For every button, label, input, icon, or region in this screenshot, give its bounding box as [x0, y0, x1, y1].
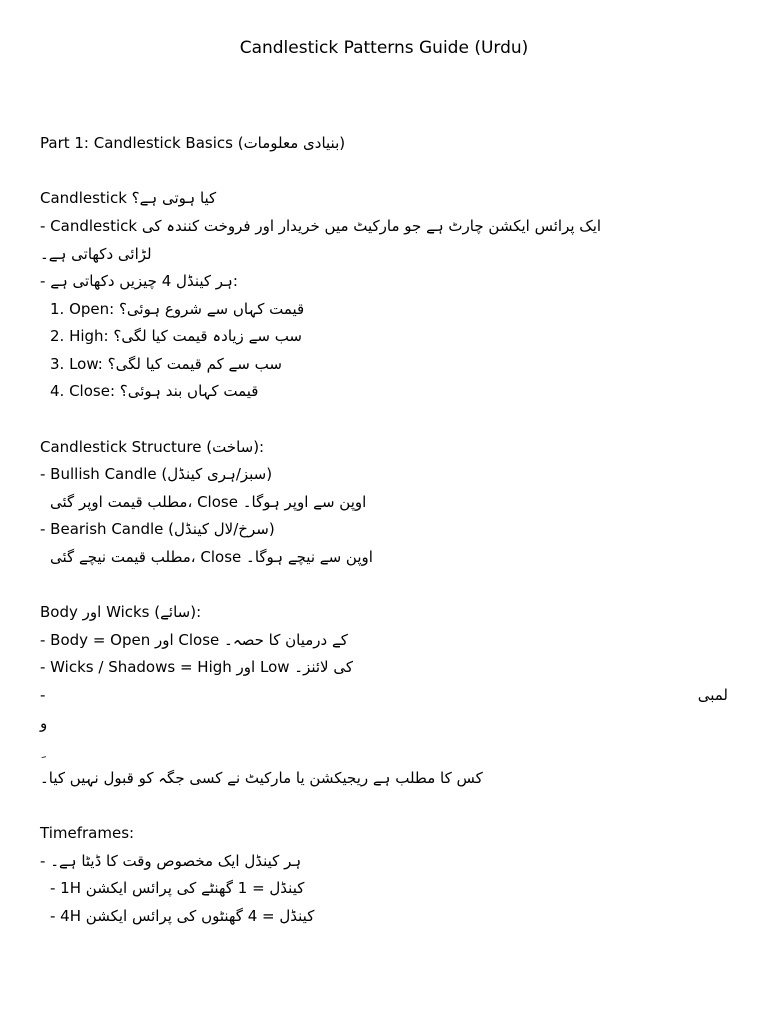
dash-text: - — [40, 686, 46, 704]
list-intro: - ہر کینڈل 4 چیزیں دکھاتی ہے: — [40, 272, 238, 290]
body-definition: - Body = Open اور Close کے درمیان کا حصہ۔ — [40, 631, 348, 649]
rejection-explanation: کس کا مطلب ہے ریجیکشن یا مارکیٹ نے کسی جگہ کو قبول نہیں کیا۔ — [40, 769, 483, 787]
timeframe-4h: - 4H کینڈل = 4 گھنٹوں کی پرائس ایکشن — [50, 907, 315, 925]
question-what-is-candlestick: Candlestick کیا ہوتی ہے؟ — [40, 189, 217, 207]
list-item-high: 2. High: سب سے زیادہ قیمت کیا لگی؟ — [50, 327, 302, 345]
list-item-close: 4. Close: قیمت کہاں بند ہوئی؟ — [50, 382, 259, 400]
timeframe-intro: - ہر کینڈل ایک مخصوص وقت کا ڈیٹا ہے۔ — [40, 852, 302, 870]
bearish-candle-item: - Bearish Candle (سرخ/لال کینڈل) — [40, 520, 275, 538]
paragraph-line: لڑائی دکھاتی ہے۔ — [40, 245, 152, 263]
list-item-low: 3. Low: سب سے کم قیمت کیا لگی؟ — [50, 355, 282, 373]
section-heading-timeframes: Timeframes: — [40, 824, 135, 842]
section-heading-structure: Candlestick Structure (ساخت): — [40, 438, 265, 456]
bullish-candle-item: - Bullish Candle (سبز/ہری کینڈل) — [40, 465, 273, 483]
section-heading-basics: Part 1: Candlestick Basics (بنیادی معلومات) — [40, 134, 346, 152]
word-fragment: لمبی — [697, 686, 728, 704]
wicks-definition: - Wicks / Shadows = High اور Low کی لائنز۔ — [40, 658, 354, 676]
timeframe-1h: - 1H کینڈل = 1 گھنٹے کی پرائس ایکشن — [50, 879, 305, 897]
section-heading-body-wicks: Body اور Wicks (سائے): — [40, 603, 202, 621]
word-fragment: و — [40, 714, 48, 732]
bullish-candle-description: مطلب قیمت اوپر گئی، Close اوپن سے اوپر ہوگا۔ — [50, 493, 367, 511]
list-item-open: 1. Open: قیمت کہاں سے شروع ہوئی؟ — [50, 300, 305, 318]
document-title: Candlestick Patterns Guide (Urdu) — [239, 38, 529, 58]
broken-line — [40, 684, 755, 706]
paragraph-line: - Candlestick ایک پرائس ایکشن چارٹ ہے جو مارکیٹ میں خریدار اور فروخت کنندہ کی — [40, 217, 602, 235]
bearish-candle-description: مطلب قیمت نیچے گئی، Close اوپن سے نیچے ہوگا۔ — [50, 548, 373, 566]
